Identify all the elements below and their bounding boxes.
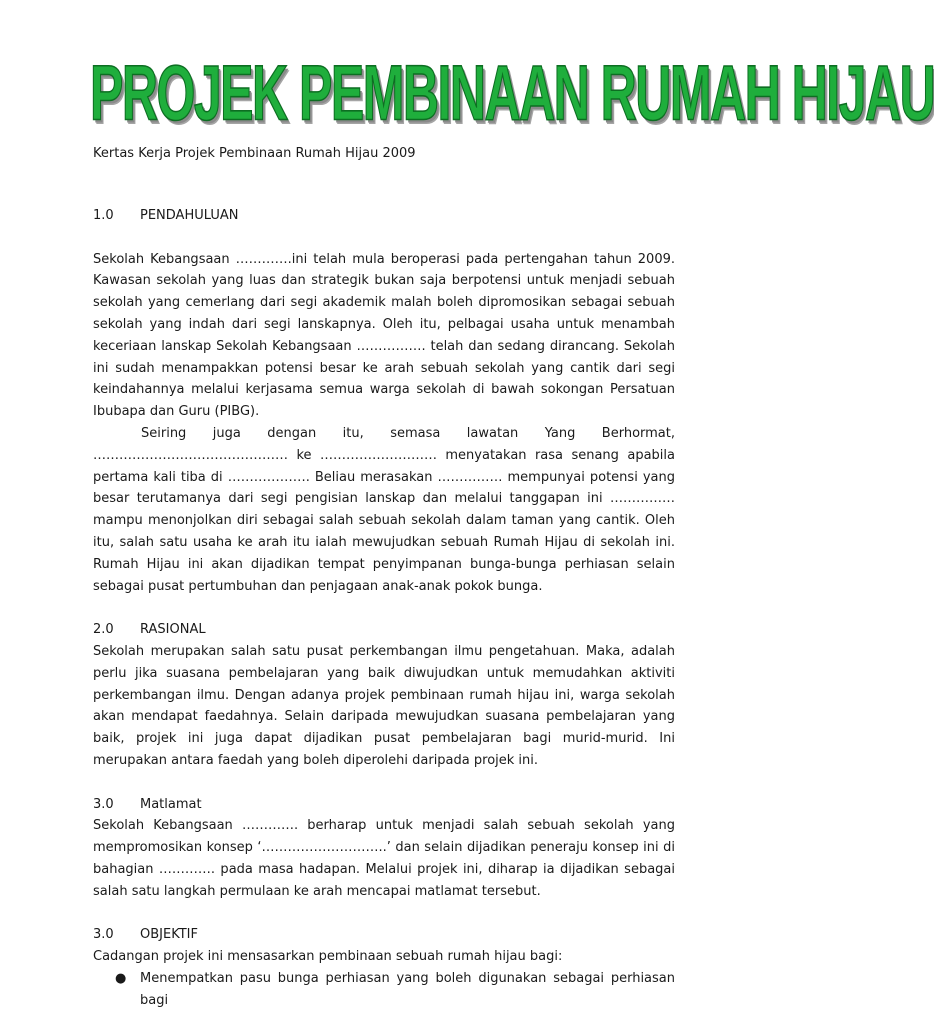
document-body <box>93 205 675 1011</box>
paragraph-rasional: Sekolah merupakan salah satu pusat perkembangan ilmu pengetahuan. Maka, adalah perlu jika suasana pembelajaran yang baik diwujudkan untuk memudahkan aktiviti perkembangan ilmu. Dengan adanya projek pembinaan rumah hijau ini, warga sekolah akan mendapat faedahnya. Selain daripada mewujudkan suasana pembelajaran yang baik, projek ini juga dapat dijadikan pusat pembelajaran bagi murid-murid. Ini merupakan antara faedah yang boleh diperolehi daripada projek ini. <box>93 643 675 768</box>
section-heading-matlamat <box>93 794 675 816</box>
section-title: Matlamat <box>140 796 202 812</box>
paragraph-objektif: Cadangan projek ini mensasarkan pembinaan sebuah rumah hijau bagi: <box>93 949 563 965</box>
section-title: OBJEKTIF <box>140 927 198 943</box>
section-heading-rasional <box>93 619 675 641</box>
paragraph-pendahuluan-1: Sekolah Kebangsaan ………….ini telah mula beroperasi pada pertengahan tahun 2009. Kawasan sekolah yang luas dan strategik bukan saja berpotensi untuk menjadi sebuah sekolah yang cemerlang dari segi akademik malah boleh dipromosikan sebagai sebuah sekolah yang indah dari segi lanskapnya. Oleh itu, pelbagai usaha untuk menambah keceriaan lanskap Sekolah Kebangsaan ……………. telah dan sedang dirancang. Sekolah ini sudah menampakkan potensi besar ke arah sebuah sekolah yang cantik dari segi keindahannya melalui kerjasama semua warga sekolah di bawah sokongan Persatuan Ibubapa dan Guru (PIBG). <box>93 251 675 420</box>
paragraph-pendahuluan-2: Seiring juga dengan itu, semasa lawatan Yang Berhormat, ……………………………………… ke ……………………… menyatakan rasa senang apabila pertama kali tiba di ………………. Beliau merasakan …………… mempunyai potensi yang besar terutamanya dari segi pengisian lanskap dan melalui tanggapan ini …………… mampu menonjolkan diri sebagai salah sebuah sekolah dalam taman yang cantik. Oleh itu, salah satu usaha ke arah itu ialah mewujudkan sebuah Rumah Hijau di sekolah ini. Rumah Hijau ini akan dijadikan tempat penyimpanan bunga-bunga perhiasan selain sebagai pusat pertumbuhan dan penjagaan anak-anak pokok bunga. <box>93 425 675 594</box>
section-heading-objektif <box>93 924 675 946</box>
bullet-icon: ● <box>115 970 127 986</box>
section-number: 3.0 <box>93 796 114 812</box>
section-title: RASIONAL <box>140 622 206 638</box>
section-title: PENDAHULUAN <box>140 208 239 223</box>
objective-list <box>93 968 675 1012</box>
document-subtitle: Kertas Kerja Projek Pembinaan Rumah Hijau 2009 <box>93 146 416 161</box>
section-number: 1.0 <box>93 208 114 223</box>
section-number: 2.0 <box>93 622 114 638</box>
document-title: PROJEK PEMBINAAN RUMAH HIJAU <box>90 49 934 137</box>
section-heading-pendahuluan <box>93 205 675 227</box>
list-item <box>93 968 675 1012</box>
section-number: 3.0 <box>93 927 114 943</box>
list-item-text: Menempatkan pasu bunga perhiasan yang boleh digunakan sebagai perhiasan bagi <box>140 970 675 1008</box>
paragraph-matlamat: Sekolah Kebangsaan …………. berharap untuk menjadi salah sebuah sekolah yang mempromosikan konsep ‘………………………..’ dan selain dijadikan peneraju konsep ini di bahagian …………. pada masa hadapan. Melalui projek ini, diharap ia dijadikan sebagai salah satu langkah permulaan ke arah mencapai matlamat tersebut. <box>93 818 675 899</box>
